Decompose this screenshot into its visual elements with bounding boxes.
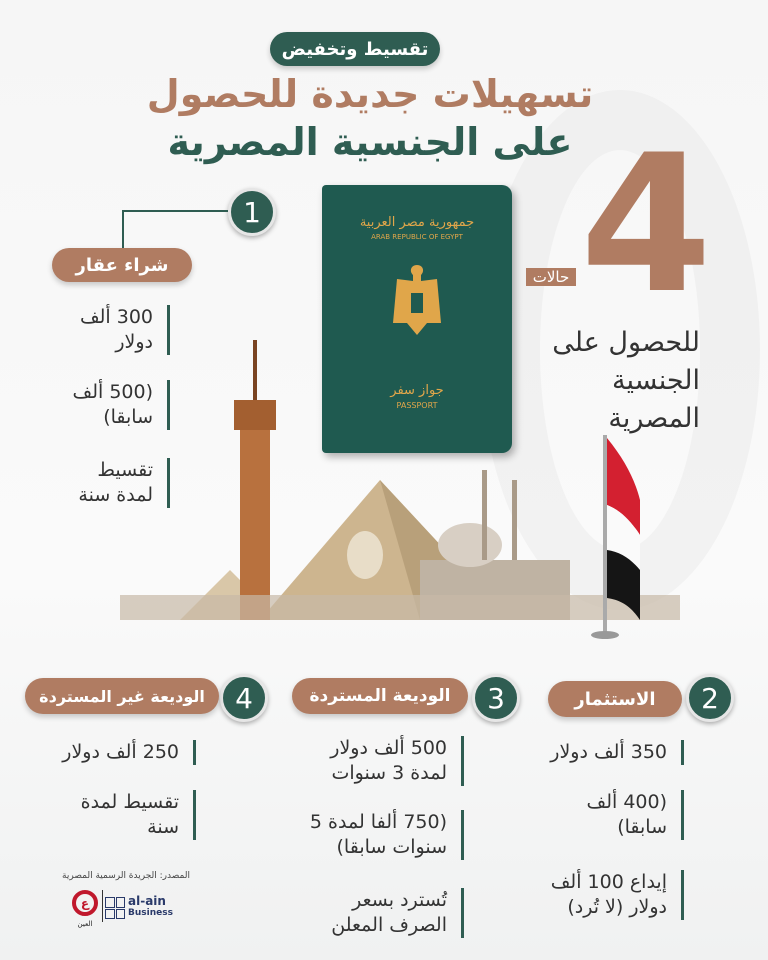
logo-arabic-text: العين xyxy=(77,920,93,928)
section-1-number: 1 xyxy=(228,188,276,236)
list-item-text: إيداع 100 ألف xyxy=(550,871,667,893)
passport-arabic-label: جواز سفر xyxy=(390,383,444,398)
list-item-text: سنة xyxy=(147,816,179,838)
page-title-line1: تسهيلات جديدة للحصول xyxy=(146,72,594,116)
al-ain-logo: ع xyxy=(72,890,98,916)
list-item xyxy=(73,380,170,430)
list-item-text: 250 ألف دولار xyxy=(62,741,179,763)
brand-line2: Business xyxy=(128,908,173,918)
logo-divider xyxy=(102,890,103,922)
list-item-text: سابقا) xyxy=(103,406,153,428)
list-item-text: 300 ألف xyxy=(79,306,153,328)
list-item xyxy=(330,736,464,786)
page-title-line2: على الجنسية المصرية xyxy=(167,120,573,164)
list-item-text: 500 ألف دولار xyxy=(330,737,447,759)
list-item-text: (500 ألف xyxy=(72,381,153,403)
passport-arabic-title: جمهورية مصر العربية xyxy=(359,215,475,230)
social-icons xyxy=(105,897,125,919)
brand-line1: al-ain xyxy=(128,894,166,908)
section-3-number: 3 xyxy=(472,674,520,722)
caption-line: الجنسية xyxy=(611,365,700,396)
list-item xyxy=(80,305,170,355)
source-text: المصدر: الجريدة الرسمية المصرية xyxy=(62,871,190,881)
list-item xyxy=(587,790,684,840)
section-4-number: 4 xyxy=(220,674,268,722)
list-item xyxy=(78,458,170,508)
list-item-text: لمدة 3 سنوات xyxy=(331,762,447,784)
list-item-text: الصرف المعلن xyxy=(331,914,447,936)
caption-line: المصرية xyxy=(608,403,700,434)
list-item-text: دولار (لا تُرد) xyxy=(567,896,667,918)
facebook-icon xyxy=(116,909,126,920)
section-3-title: الوديعة المستردة xyxy=(292,678,468,714)
list-item xyxy=(81,790,196,840)
twitter-icon xyxy=(105,909,115,920)
list-item xyxy=(331,888,464,938)
list-item-text: سنوات سابقا) xyxy=(336,836,447,858)
list-item xyxy=(551,870,684,920)
list-item-text: دولار xyxy=(115,331,153,353)
instagram-icon xyxy=(105,897,115,908)
brand-name xyxy=(128,895,173,919)
caption-line: للحصول على xyxy=(552,327,700,358)
list-item-text: تقسيط xyxy=(97,459,153,481)
list-item-text: (400 ألف xyxy=(586,791,667,813)
list-item xyxy=(550,740,684,765)
list-item-text: لمدة سنة xyxy=(78,484,153,506)
header-badge: تقسيط وتخفيض xyxy=(270,32,440,66)
list-item-text: تقسيط لمدة xyxy=(80,791,179,813)
list-item xyxy=(310,810,464,860)
cairo-skyline-illustration xyxy=(120,330,680,640)
section-1-title: شراء عقار xyxy=(52,248,192,282)
passport-english-label: PASSPORT xyxy=(396,401,438,410)
highlight-number: 4 xyxy=(580,114,713,335)
list-item-text: 350 ألف دولار xyxy=(550,741,667,763)
section-4-title: الوديعة غير المستردة xyxy=(25,678,219,714)
connector-line xyxy=(122,210,228,250)
section-2-number: 2 xyxy=(686,674,734,722)
section-2-title: الاستثمار xyxy=(548,681,682,717)
list-item-text: سابقا) xyxy=(617,816,667,838)
youtube-icon xyxy=(116,897,126,908)
highlight-label: حالات xyxy=(526,268,576,286)
list-item-text: (750 ألفا لمدة 5 xyxy=(309,811,447,833)
list-item-text: تُسترد بسعر xyxy=(352,889,447,911)
list-item xyxy=(62,740,196,765)
passport-english-title: ARAB REPUBLIC OF EGYPT xyxy=(371,233,463,241)
